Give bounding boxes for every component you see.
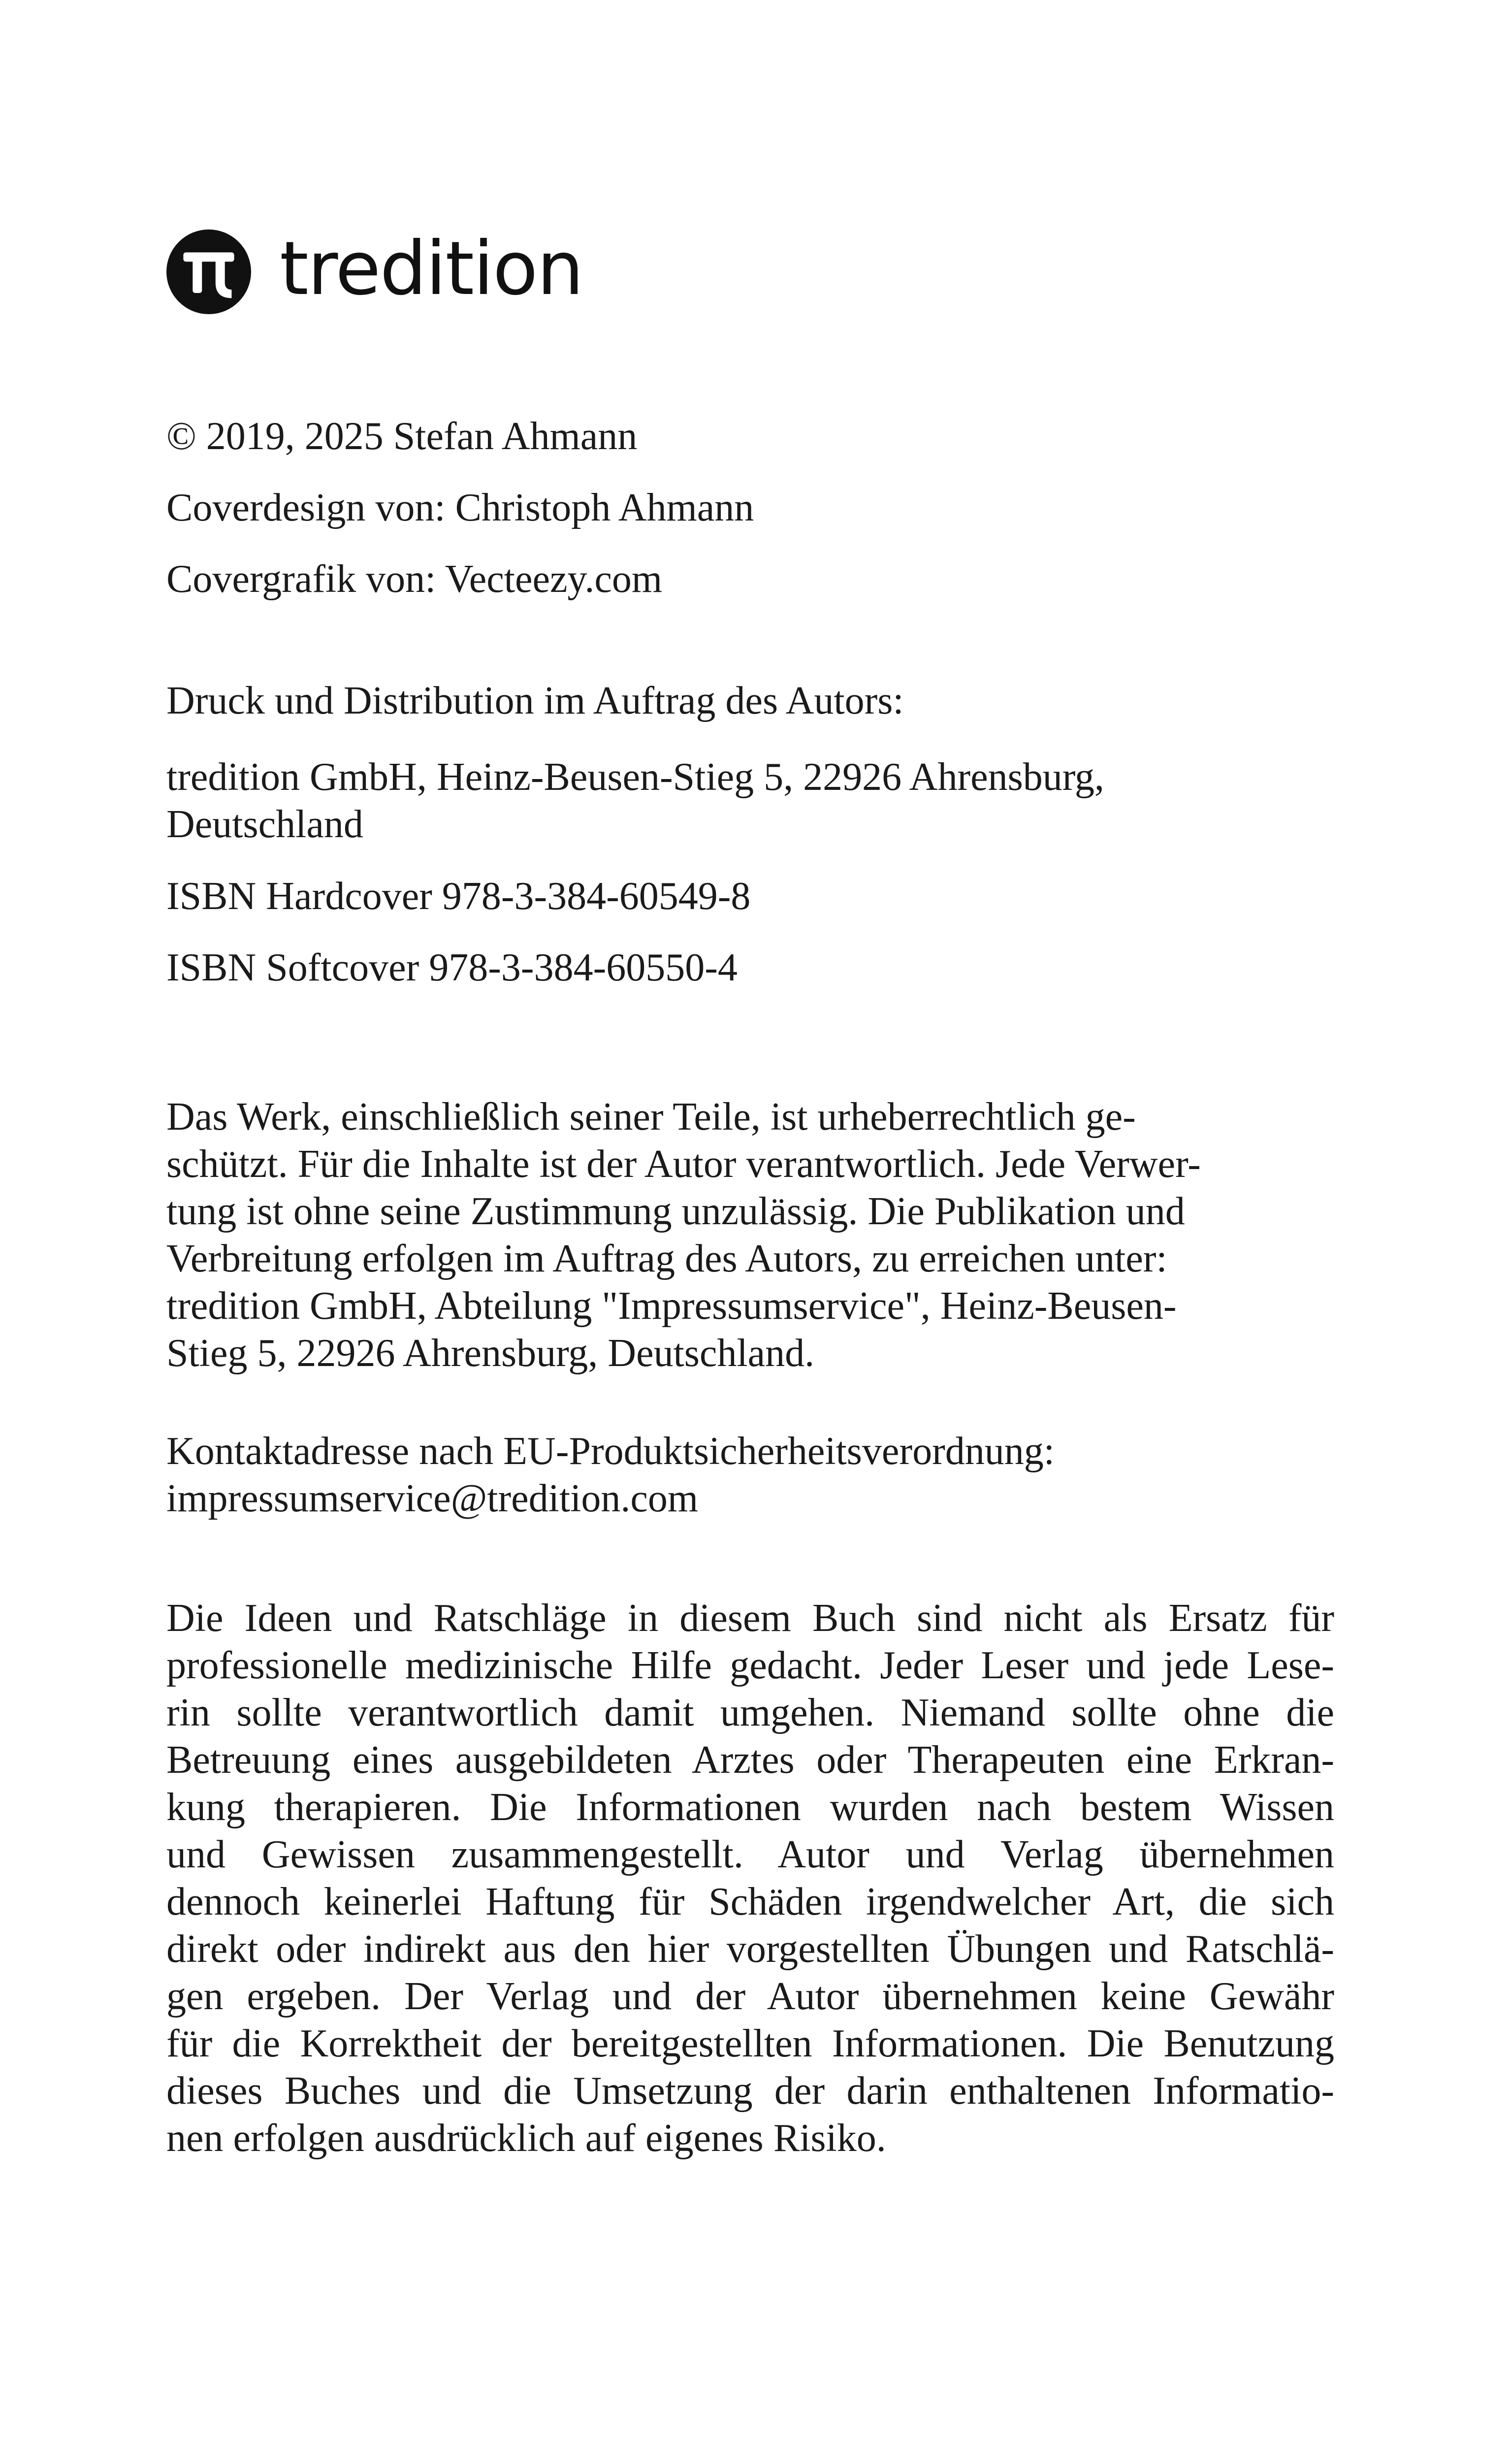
contact-block (166, 1428, 1334, 1522)
disclaimer-line: kung therapieren. Die Informationen wurden nach bestem Wissen (166, 1786, 1334, 1829)
publisher-address-line: tredition GmbH, Heinz-Beusen-Stieg 5, 22926 Ahrensburg, (166, 755, 1104, 799)
publisher-country: Deutschland (166, 803, 363, 846)
contact-heading: Kontaktadresse nach EU-Produktsicherheitsverordnung: (166, 1430, 1055, 1473)
disclaimer-line: für die Korrektheit der bereitgestellten Informationen. Die Benutzung (166, 2022, 1334, 2065)
notice-line: tredition GmbH, Abteilung "Impressumservice", Heinz-Beusen- (166, 1284, 1177, 1328)
disclaimer-line: nen erfolgen ausdrücklich auf eigenes Risiko. (166, 2117, 886, 2160)
coverdesign-line: Coverdesign von: Christoph Ahmann (166, 486, 754, 529)
disclaimer-line: Die Ideen und Ratschläge in diesem Buch sind nicht als Ersatz für (166, 1596, 1334, 1640)
copyright-notice (166, 1093, 1334, 1377)
notice-line: schützt. Für die Inhalte ist der Autor verantwortlich. Jede Verwer- (166, 1142, 1201, 1186)
disclaimer-line: dennoch keinerlei Haftung für Schäden irgendwelcher Art, die sich (166, 1880, 1334, 1923)
disclaimer-line: direkt oder indirekt aus den hier vorgestellten Übungen und Ratschlä- (166, 1927, 1334, 1971)
disclaimer-line: gen ergeben. Der Verlag und der Autor übernehmen keine Gewähr (166, 1975, 1334, 2018)
notice-line: Das Werk, einschließlich seiner Teile, ist urheberrechtlich ge- (166, 1095, 1136, 1139)
notice-line: tung ist ohne seine Zustimmung unzulässig. Die Publikation und (166, 1190, 1185, 1233)
publisher-logo (166, 228, 583, 316)
isbn-hardcover: ISBN Hardcover 978-3-384-60549-8 (166, 875, 751, 918)
notice-line: Verbreitung erfolgen im Auftrag des Autors, zu erreichen unter: (166, 1237, 1167, 1280)
covergrafik-line: Covergrafik von: Vecteezy.com (166, 557, 663, 601)
disclaimer-line: und Gewissen zusammengestellt. Autor und Verlag übernehmen (166, 1833, 1334, 1876)
isbn-softcover: ISBN Softcover 978-3-384-60550-4 (166, 946, 738, 989)
tredition-logo-icon (166, 229, 251, 314)
contact-email: impressumservice@tredition.com (166, 1477, 699, 1520)
disclaimer-line: professionelle medizinische Hilfe gedacht. Jeder Leser und jede Lese- (166, 1644, 1334, 1687)
disclaimer-line: dieses Buches und die Umsetzung der darin enthaltenen Informatio- (166, 2069, 1334, 2113)
medical-disclaimer (166, 1595, 1334, 2162)
print-distribution-heading: Druck und Distribution im Auftrag des Autors: (166, 679, 904, 722)
copyright-line: © 2019, 2025 Stefan Ahmann (166, 415, 638, 458)
notice-line: Stieg 5, 22926 Ahrensburg, Deutschland. (166, 1332, 815, 1375)
disclaimer-line: Betreuung eines ausgebildeten Arztes oder Therapeuten eine Erkran- (166, 1738, 1334, 1782)
disclaimer-line: rin sollte verantwortlich damit umgehen. Niemand sollte ohne die (166, 1691, 1334, 1734)
logo-wordmark: tredition (280, 226, 583, 312)
